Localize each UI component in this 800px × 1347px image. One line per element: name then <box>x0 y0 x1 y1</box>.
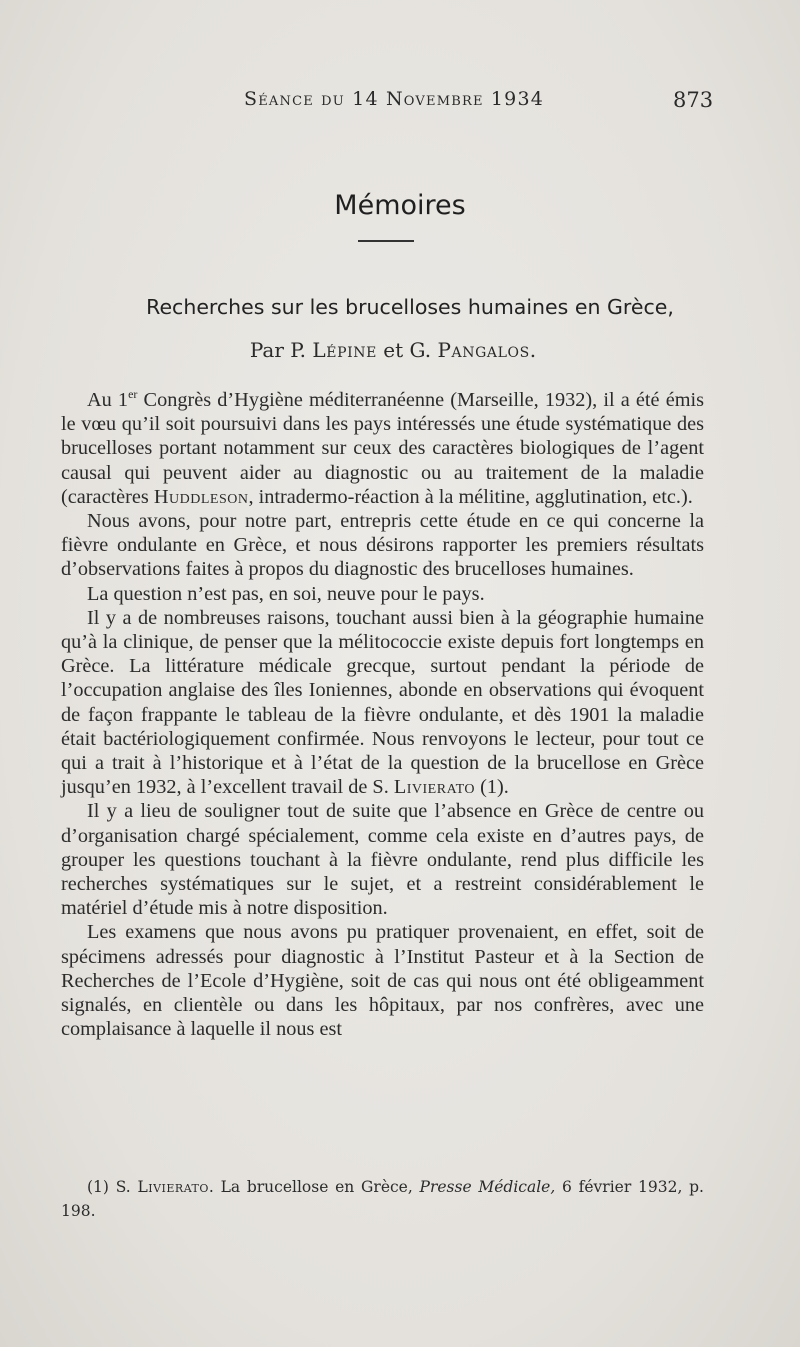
footnote-journal: Presse Médicale, <box>419 1178 556 1196</box>
paragraph-6: Les examens que nous avons pu pratiquer provenaient, en effet, soit de spécimens adressés pour diagnostic à l’Institut Pasteur et à la Section de Recherches de l’Ecole d’Hygiène, soit de cas qui nous ont été obligeamment signalés, en clientèle ou dans les hôpitaux, par nos confrères, avec une complaisance à laquelle il nous est <box>61 921 704 1041</box>
article-title: Recherches sur les brucelloses humaines en Grèce, <box>146 295 674 319</box>
footnote-text-b: 6 février 1932, p. 198. <box>61 1178 704 1220</box>
authors-conjunction: et G. <box>376 338 438 362</box>
name-huddleson: Huddleson <box>153 485 249 508</box>
paragraph-4 <box>61 606 704 800</box>
paragraph-4-text-a: Il y a de nombreuses raisons, touchant aussi bien à la géographie humaine qu’à la clinique, de penser que la mélitococcie existe depuis fort longtemps en Grèce. La littérature médicale grecque, surtout pendant la période de l’occupation anglaise des îles Ioniennes, abonde en observations qui évoquent de façon frappante le tableau de la fièvre ondulante, et dès 1901 la maladie était bactériologiquement confirmée. Nous renvoyons le lecteur, pour tout ce qui a trait à l’historique et à l’état de la question de la brucellose en Grèce jusqu’en 1932, à l’excellent travail de S. <box>61 606 704 799</box>
footnote-text-a: . La brucellose en Grèce, <box>208 1178 420 1196</box>
paragraph-1-text-a: Au 1 <box>87 389 129 411</box>
author-pangalos: Pangalos <box>437 338 530 362</box>
paragraph-1 <box>61 388 704 509</box>
authors-suffix: . <box>529 338 537 362</box>
paragraph-2: Nous avons, pour notre part, entrepris cette étude en ce qui concerne la fièvre ondulante en Grèce, et nous désirons rapporter les premiers résultats d’observations faites à propos du diagnostic des brucelloses humaines. <box>61 510 704 581</box>
footnote-author: Livierato <box>137 1178 209 1196</box>
footnote <box>61 1175 704 1223</box>
running-title: Séance du 14 Novembre 1934 <box>244 88 545 110</box>
authors-prefix: Par P. <box>249 338 313 362</box>
paragraph-3: La question n’est pas, en soi, neuve pour le pays. <box>87 582 485 605</box>
article-body <box>61 388 704 1041</box>
page-number: 873 <box>673 88 714 112</box>
paragraph-4-text-b: (1). <box>475 776 509 799</box>
title-rule <box>358 240 414 242</box>
running-head <box>0 88 800 118</box>
name-livierato: Livierato <box>393 776 476 799</box>
section-title: Mémoires <box>334 190 466 221</box>
footnote-1 <box>61 1175 704 1223</box>
ordinal-superscript: er <box>128 387 138 402</box>
paragraph-1-text-b: Congrès d’Hygiène méditerranéenne (Marseille, 1932), il a été émis le vœu qu’il soit poursuivi dans les pays intéressés une étude systématique des brucelloses portant notamment sur ceux des caractères biologiques de l’agent causal qui peuvent aider au diagnostic ou au traitement de la maladie (caractères <box>61 389 704 508</box>
paragraph-5: Il y a lieu de souligner tout de suite que l’absence en Grèce de centre ou d’organisation chargé spécialement, comme cela existe en d’autres pays, de grouper les questions touchant à la fièvre ondulante, rend plus difficile les recherches systématiques sur le sujet, et a restreint considérablement le matériel d’étude mis à notre disposition. <box>61 800 704 920</box>
paragraph-1-text-c: , intradermo-réaction à la mélitine, agglutination, etc.). <box>248 485 693 508</box>
author-lepine: Lépine <box>312 338 377 362</box>
footnote-marker: (1) S. <box>87 1178 138 1196</box>
article-authors <box>0 338 786 362</box>
